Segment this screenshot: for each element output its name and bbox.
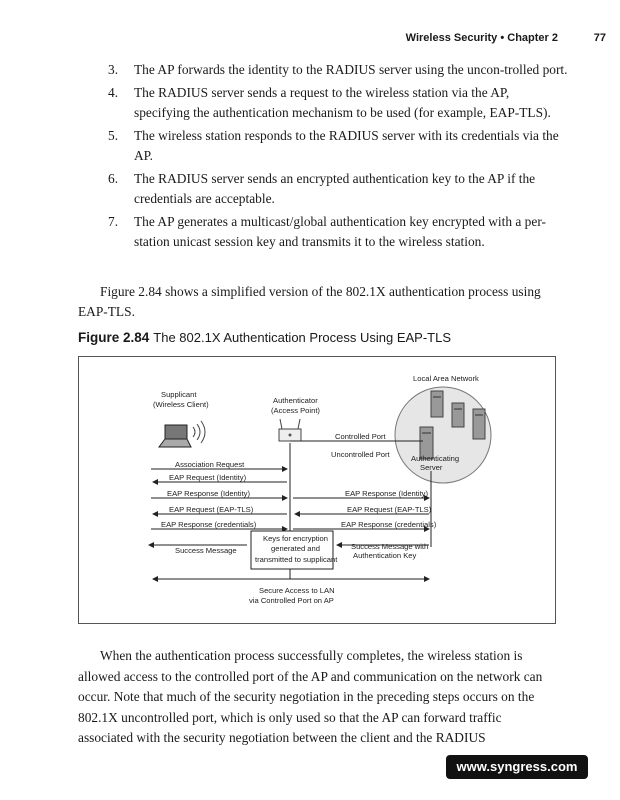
list-item xyxy=(108,212,568,252)
svg-text:Keys for encryption: Keys for encryption xyxy=(263,534,328,543)
list-text: The RADIUS server sends an encrypted authentication key to the AP if the credentials are acceptable. xyxy=(134,171,536,206)
supplicant-label-1: Supplicant xyxy=(161,390,197,399)
svg-text:EAP Response (Identity): EAP Response (Identity) xyxy=(167,489,251,498)
svg-text:via Controlled Port on AP: via Controlled Port on AP xyxy=(249,596,334,605)
auth-server-label-2: Server xyxy=(420,463,443,472)
figure-diagram xyxy=(78,356,556,624)
svg-text:EAP Request (Identity): EAP Request (Identity) xyxy=(169,473,247,482)
lan-cloud xyxy=(395,374,491,483)
success-right xyxy=(337,542,429,560)
keys-box xyxy=(251,531,338,569)
running-title: Wireless Security • Chapter 2 xyxy=(405,32,558,44)
running-header xyxy=(0,32,620,50)
closing-paragraph: When the authentication process successfully completes, the wireless station is allowed access to the controlled port of the AP and communication on the network can occur. Note that much of the security negotiation in the preceding steps occurs on the 802.1X uncontrolled port, which is only used so that the AP can forward traffic associated with the security negotiation between the client and the RADIUS xyxy=(78,648,543,745)
svg-text:EAP Request (EAP-TLS): EAP Request (EAP-TLS) xyxy=(347,505,432,514)
figure-label: Figure 2.84 xyxy=(78,330,150,345)
right-message-3 xyxy=(293,520,437,529)
svg-text:EAP Response (credentials): EAP Response (credentials) xyxy=(341,520,437,529)
svg-text:EAP Response (Identity): EAP Response (Identity) xyxy=(345,489,429,498)
list-item xyxy=(108,169,568,209)
svg-text:Authentication Key: Authentication Key xyxy=(353,551,417,560)
intro-paragraph: Figure 2.84 shows a simplified version of the 802.1X authentication process using EAP-TLS. xyxy=(78,284,541,319)
laptop-icon xyxy=(159,421,205,447)
left-message-5 xyxy=(151,520,287,529)
svg-text:Success Message with: Success Message with xyxy=(351,542,429,551)
svg-text:generated and: generated and xyxy=(271,544,320,553)
left-message-4 xyxy=(153,505,287,514)
left-message-1 xyxy=(151,460,287,469)
svg-text:transmitted to supplicant: transmitted to supplicant xyxy=(255,555,338,564)
list-text: The RADIUS server sends a request to the wireless station via the AP, specifying the authentication mechanism to be used (for example, EAP-TLS). xyxy=(134,85,551,120)
auth-server-label-1: Authenticating xyxy=(411,454,460,463)
website-badge[interactable]: www.syngress.com xyxy=(446,755,588,779)
svg-text:Association Request: Association Request xyxy=(175,460,245,469)
svg-text:EAP Request (EAP-TLS): EAP Request (EAP-TLS) xyxy=(169,505,254,514)
list-number: 5. xyxy=(108,128,119,143)
access-point-icon xyxy=(279,419,301,441)
svg-text:Secure Access to LAN: Secure Access to LAN xyxy=(259,586,335,595)
uncontrolled-port-label: Uncontrolled Port xyxy=(331,450,390,459)
list-item xyxy=(108,83,568,123)
list-text: The AP generates a multicast/global authentication key encrypted with a per-station unicast session key and transmits it to the wireless station. xyxy=(134,214,546,249)
figure-caption xyxy=(78,330,451,345)
list-number: 7. xyxy=(108,214,119,229)
supplicant-label-2: (Wireless Client) xyxy=(153,400,209,409)
secure-access xyxy=(153,579,429,605)
list-number: 4. xyxy=(108,85,119,100)
list-number: 6. xyxy=(108,171,119,186)
list-number: 3. xyxy=(108,62,119,77)
controlled-port-label: Controlled Port xyxy=(335,432,386,441)
list-item xyxy=(108,126,568,166)
success-left xyxy=(149,545,247,555)
svg-text:EAP Response (credentials): EAP Response (credentials) xyxy=(161,520,257,529)
authenticator-label-1: Authenticator xyxy=(273,396,318,405)
svg-text:Success Message: Success Message xyxy=(175,546,237,555)
right-message-2 xyxy=(295,505,432,514)
figure-title: The 802.1X Authentication Process Using EAP-TLS xyxy=(153,330,451,345)
list-text: The AP forwards the identity to the RADIUS server using the uncon-trolled port. xyxy=(134,62,568,77)
page-number: 77 xyxy=(593,32,606,44)
list-item xyxy=(108,60,568,80)
left-message-3 xyxy=(151,489,287,498)
right-message-1 xyxy=(293,489,429,498)
authenticator-label-2: (Access Point) xyxy=(271,406,320,415)
diagram-svg xyxy=(79,357,555,623)
left-message-2 xyxy=(153,473,287,482)
numbered-steps-list xyxy=(108,60,568,255)
lan-label: Local Area Network xyxy=(413,374,479,383)
list-text: The wireless station responds to the RADIUS server with its credentials via the AP. xyxy=(134,128,559,163)
